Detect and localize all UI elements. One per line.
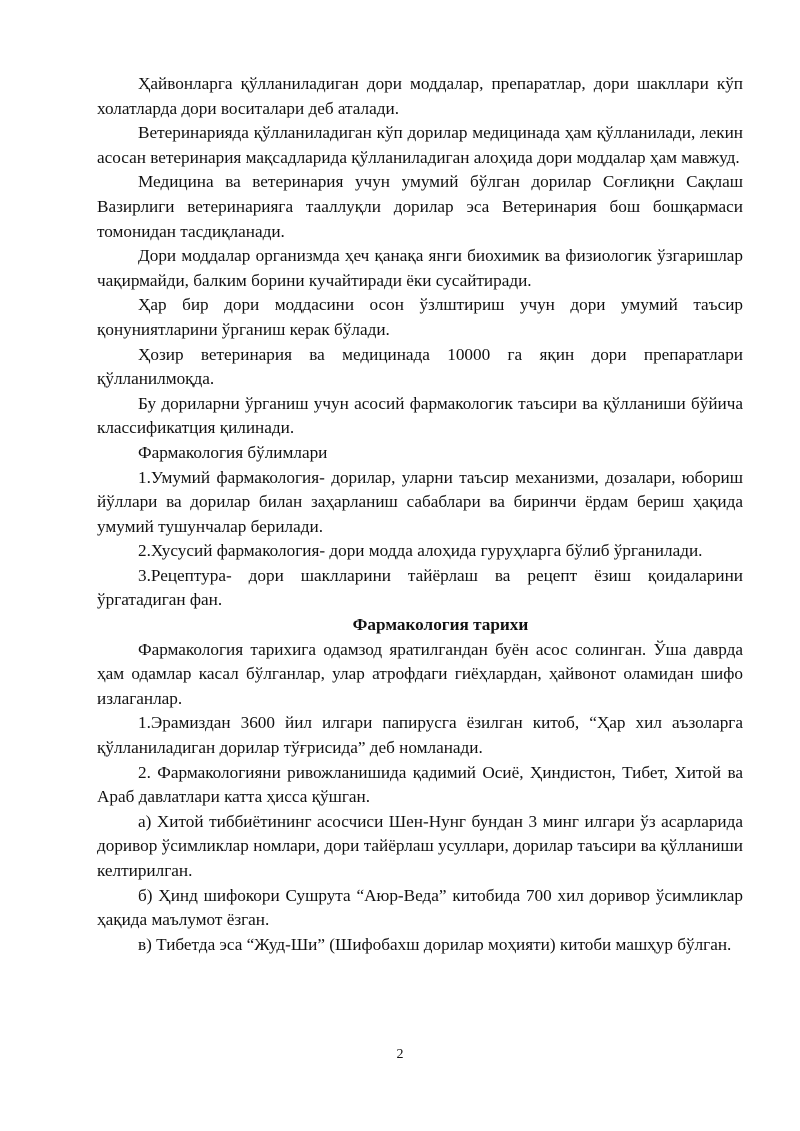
list-item: 2. Фармакологияни ривожланишида қадимий Осиё, Ҳиндистон, Тибет, Хитой ва Араб давлатлари катта ҳисса қўшган. [97, 762, 743, 807]
paragraph: Бу дориларни ўрганиш учун асосий фармакологик таъсири ва қўлланиши бўйича классификатция қилинади. [97, 393, 743, 438]
page-number: 2 [396, 1047, 404, 1062]
list-item: 1.Умумий фармакология- дорилар, уларни таъсир механизми, дозалари, юбориш йўллари ва дорилар билан заҳарланиш сабаблари ва биринчи ёрдам бериш ҳақида умумий тушунчалар берилади. [97, 467, 743, 536]
section-title: Фармакология тарихи [352, 615, 529, 635]
list-item: в) Тибетда эса “Жуд-Ши” (Шифобахш дорилар моҳияти) китоби машҳур бўлган. [138, 934, 732, 954]
list-item: б) Ҳинд шифокори Сушрута “Аюр-Веда” китобида 700 хил доривор ўсимликлар ҳақида маълумот ёзган. [97, 885, 743, 930]
subsection-label: Фармакология бўлимлари [138, 442, 328, 462]
paragraph: Ҳайвонларга қўлланиладиган дори моддалар, препаратлар, дори шакллари кўп холатларда дори воситалари деб аталади. [97, 74, 743, 118]
paragraph: Медицина ва ветеринария учун умумий бўлган дорилар Соғлиқни Сақлаш Вазирлиги ветеринарияга тааллуқли дорилар эса Ветеринария бош бошқармаси томонидан тасдиқланади. [97, 172, 743, 241]
paragraph: Ветеринарияда қўлланиладиган кўп дорилар медицинада ҳам қўлланилади, лекин асосан ветеринария мақсадларида қўлланиладиган алоҳида дори моддалар ҳам мавжуд. [97, 123, 743, 167]
page-body [97, 72, 743, 957]
list-item: 3.Рецептура- дори шаклларини тайёрлаш ва рецепт ёзиш қоидаларини ўргатадиган фан. [97, 565, 743, 610]
paragraph: Дори моддалар организмда ҳеч қанақа янги биохимик ва физиологик ўзгаришлар чақирмайди, балким борини кучайтиради ёки сусайтиради. [97, 246, 743, 290]
paragraph: Ҳозир ветеринария ва медицинада 10000 га яқин дори препаратлари қўлланилмоқда. [97, 344, 743, 389]
list-item: а) Хитой тиббиётининг асосчиси Шен-Нунг бундан 3 минг илгари ўз асарларида доривор ўсимликлар номлари, дори тайёрлаш усуллари, дорилар таъсири ва қўлланиши келтирилган. [97, 811, 743, 880]
paragraph: Ҳар бир дори моддасини осон ўзлштириш учун дори умумий таъсир қонуниятларини ўрганиш керак бўлади. [97, 295, 743, 339]
list-item: 2.Хусусий фармакология- дори модда алоҳида гуруҳларга бўлиб ўрганилади. [138, 541, 703, 561]
paragraph: Фармакология тарихига одамзод яратилгандан буён асос солинган. Ўша даврда ҳам одамлар касал бўлганлар, улар атрофдаги гиёҳлардан, ҳайвонот оламидан шифо излаганлар. [97, 639, 743, 708]
list-item: 1.Эрамиздан 3600 йил илгари папирусга ёзилган китоб, “Ҳар хил аъзоларга қўлланиладиган дорилар тўғрисида” деб номланади. [97, 713, 743, 758]
